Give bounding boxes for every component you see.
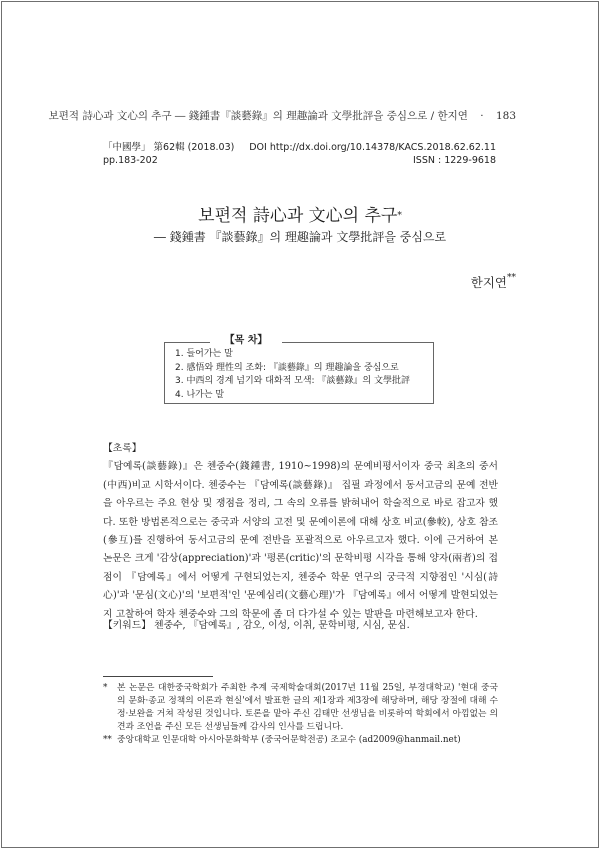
footnote-mark: ** <box>103 735 112 745</box>
paper-title <box>0 204 600 228</box>
author-name: 한지연 <box>470 275 507 290</box>
title-block <box>0 204 600 246</box>
footnote-text: 중앙대학교 인문대학 아시아문화학부 (중국어문학전공) 조교수 (ad2009@hanmail.net) <box>117 735 461 745</box>
journal-issue: 「中國學」 第62輯 (2018.03) <box>103 142 235 153</box>
title-footnote-mark[interactable]: * <box>397 211 402 221</box>
running-head <box>49 108 516 123</box>
doi[interactable]: DOI http://dx.doi.org/10.14378/KACS.2018.62.62.11 <box>249 142 496 153</box>
author-footnote-mark[interactable]: ** <box>507 273 516 283</box>
footnotes <box>103 682 498 747</box>
issue-info <box>103 141 496 167</box>
keywords-label: 【키워드】 <box>103 620 151 631</box>
running-head-title: 보편적 詩心과 文心의 추구 ― 錢鍾書『談藝錄』의 理趣論과 文學批評을 중심으로 / 한지연 <box>48 110 468 122</box>
paper-title-text: 보편적 詩心과 文心의 추구 <box>198 206 398 226</box>
page-range: pp.183-202 <box>103 155 158 166</box>
author <box>471 273 516 291</box>
paper-subtitle: ― 錢鍾書 『談藝錄』의 理趣論과 文學批評을 중심으로 <box>153 230 447 244</box>
toc-item[interactable]: 4. 나가는 말 <box>175 389 225 400</box>
running-head-separator: · <box>480 110 484 122</box>
toc-item[interactable]: 2. 感悟와 理性의 조화: 『談藝錄』의 理趣論을 중심으로 <box>175 362 399 373</box>
toc-item[interactable]: 3. 中西의 경계 넘기와 대화적 모색: 『談藝錄』의 文學批評 <box>175 376 410 386</box>
toc-item[interactable]: 1. 들어가는 말 <box>175 349 233 359</box>
toc-heading: 【목 차】 <box>210 334 282 348</box>
keywords-body: 첸중수, 『담예록』, 감오, 이성, 이취, 문학비평, 시심, 문심. <box>154 620 410 631</box>
keywords <box>103 617 498 631</box>
footnote-mark: * <box>103 683 108 693</box>
footnote <box>103 734 498 747</box>
footnote-rule <box>103 676 213 677</box>
abstract-label: 【초록】 <box>103 443 142 454</box>
footnote <box>103 682 498 734</box>
table-of-contents <box>164 342 434 404</box>
issn: ISSN : 1229-9618 <box>413 155 496 166</box>
abstract-body: 『담예록(談藝錄)』은 첸중수(錢鍾書, 1910~1998)의 문예비평서이자 중국 최초의 중서(中西)비교 시학서이다. 첸중수는 『담예록(談藝錄)』 집필 과정에서 동서고금의 문예 전반을 아우르는 주요 현상 및 쟁점을 정리, 그 속의 오류를 밝혀내어 학술적으로 바로 잡고자 했다. 또한 방법론적으로는 중국과 서양의 고전 및 문예이론에 대해 상호 비교(參較), 상호 참조(參互)를 진행하여 동서고금의 문예 전반을 포괄적으로 아우르고자 했다. 이에 근거하여 본 논문은 크게 '감상(appreciation)'과 '평론(critic)'의 문학비평 시각을 통해 양자(兩者)의 접점이 『담예록』에서 어떻게 구현되었는지, 첸중수 학문 연구의 궁극적 지향점인 '시심(詩心)'과 '문심(文心)'의 '보편적'인 '문예심리(文藝心理)'가 『담예록』에서 어떻게 발현되었는지 고찰하여 학자 첸중수와 그의 학문에 좀 더 다가설 수 있는 발판을 마련해보고자 한다. <box>103 461 498 620</box>
page-number: 183 <box>495 110 516 122</box>
footnote-text: 본 논문은 대한중국학회가 주최한 추계 국제학술대회(2017년 11월 25일, 부경대학교) '현대 중국의 문화·종교 정책의 이론과 현실'에서 발표한 글의 제1장과 제3장에 해당하며, 해당 장절에 대해 수정·보완을 거쳐 작성된 것입니다. 토론을 맡아 주신 김태만 선생님을 비롯하여 학회에서 아낌없는 의견과 조언을 주신 모든 선생님들께 감사의 인사를 드립니다. <box>117 683 498 732</box>
abstract <box>103 440 498 624</box>
